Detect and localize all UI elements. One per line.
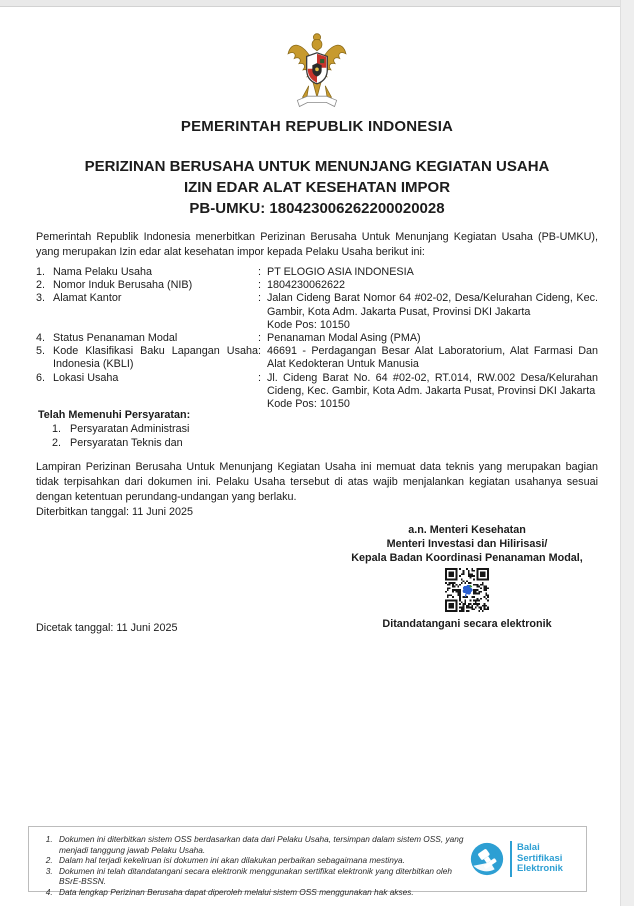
fields-list — [36, 266, 598, 411]
bsre-logo-text — [517, 843, 563, 875]
footer-notes — [29, 827, 470, 897]
doc-title-number: PB-UMKU: 180423006262200020028 — [189, 200, 445, 217]
field-label: Alamat Kantor — [53, 292, 122, 305]
government-title: PEMERINTAH REPUBLIK INDONESIA — [180, 118, 454, 135]
scan-edge-top — [0, 0, 634, 7]
field-number: 4. — [36, 332, 46, 345]
field-number: 2. — [36, 279, 46, 292]
signature-note: Ditandatangani secara elektronik — [382, 618, 552, 630]
field-label: Nama Pelaku Usaha — [53, 266, 153, 278]
issued-date: Diterbitkan tanggal: 11 Juni 2025 — [36, 506, 194, 518]
field-value — [267, 345, 598, 371]
field-colon: : — [258, 332, 261, 345]
closing-paragraph: Lampiran Perizinan Berusaha Untuk Menunjang Kegiatan Usaha ini memuat data teknis yang merupakan bagian tidak terpisahkan dari dokumen ini. Pelaku Usaha tersebut di atas wajib menjalankan kegiatan usahanya sesuai dengan ketentuan perundang-undangan yang berlaku. — [36, 461, 598, 503]
field-value-text: Jl. Cideng Barat No. 64 #02-02, RT.014, RW.002 Desa/Kelurahan Cideng, Kec. Gambir, Kota Adm. Jakarta Pusat, Provinsi DKI Jakarta — [267, 371, 598, 397]
doc-title-line1: PERIZINAN BERUSAHA UNTUK MENUNJANG KEGIATAN USAHA — [84, 158, 550, 175]
doc-title-line2: IZIN EDAR ALAT KESEHATAN IMPOR — [183, 179, 451, 196]
bsre-text-line2: Sertifikasi — [517, 852, 563, 864]
field-label: Kode Klasifikasi Baku Lapangan Usaha Indonesia (KBLI) — [53, 345, 258, 371]
field-postal-line: Kode Pos: 10150 — [267, 398, 350, 411]
field-postal-line: Kode Pos: 10150 — [267, 318, 350, 331]
field-colon: : — [258, 371, 261, 384]
signature-authority-line1: Menteri Investasi dan Hilirisasi/ — [386, 538, 548, 550]
field-value — [267, 279, 598, 292]
scan-edge-right — [620, 0, 634, 906]
field-row — [36, 372, 598, 412]
intro-paragraph: Pemerintah Republik Indonesia menerbitkan Perizinan Berusaha Untuk Menunjang Kegiatan Usaha (PB-UMKU), yang merupakan Izin edar alat kesehatan impor kepada Pelaku Usaha berikut ini: — [36, 231, 598, 258]
footer-note-item: 2. Dalam hal terjadi kekeliruan isi dokumen ini akan dilakukan perbaikan sebagaimana mestinya. — [55, 855, 466, 866]
field-row — [36, 292, 598, 332]
requirement-item: 1. Persyaratan Administrasi — [52, 423, 190, 436]
requirement-item: 2. Persyaratan Teknis dan — [52, 437, 183, 450]
field-label: Nomor Induk Berusaha (NIB) — [53, 279, 193, 292]
field-colon: : — [258, 345, 261, 358]
field-value-text: 1804230062622 — [267, 279, 346, 292]
field-row — [36, 266, 598, 279]
document-title-block — [0, 156, 634, 219]
field-number: 5. — [36, 345, 46, 358]
field-number: 1. — [36, 266, 46, 278]
field-value-text: 46691 - Perdagangan Besar Alat Laboratorium, Alat Farmasi Dan Alat Kedokteran Untuk Manusia — [267, 345, 598, 371]
footer-notes-list — [35, 834, 466, 898]
bsre-stamp-icon — [470, 842, 504, 876]
requirements-list — [38, 422, 438, 450]
field-value — [267, 332, 598, 345]
footer-note-item: 4. Data lengkap Perizinan Berusaha dapat diperoleh melalui sistem OSS menggunakan hak akses. — [55, 887, 466, 898]
field-number: 3. — [36, 292, 46, 305]
requirements-heading: Telah Memenuhi Persyaratan: — [38, 409, 191, 421]
field-row — [36, 345, 598, 371]
field-value — [267, 372, 598, 412]
qr-signature-icon — [445, 568, 489, 612]
field-row — [36, 332, 598, 345]
bsre-logo-divider — [510, 841, 512, 877]
field-label: Status Penanaman Modal — [53, 332, 178, 345]
signature-on-behalf: a.n. Menteri Kesehatan — [408, 524, 526, 536]
field-label: Lokasi Usaha — [53, 371, 119, 384]
footer-note-item: 1. Dokumen ini diterbitkan sistem OSS berdasarkan data dari Pelaku Usaha, tersimpan dalam sistem OSS, yang menjadi tanggung jawab Pelaku Usaha. — [55, 834, 466, 855]
bsre-text-line1: Balai — [517, 842, 540, 854]
field-value — [267, 292, 598, 332]
field-row — [36, 279, 598, 292]
field-colon: : — [258, 266, 261, 278]
signature-block — [300, 523, 634, 631]
field-value — [267, 266, 598, 279]
printed-date: Dicetak tanggal: 11 Juni 2025 — [36, 622, 178, 634]
requirements-section — [38, 408, 438, 451]
field-value-text: PT ELOGIO ASIA INDONESIA — [267, 266, 414, 278]
field-value-text: Penanaman Modal Asing (PMA) — [267, 332, 421, 345]
footer-note-item: 3. Dokumen ini telah ditandatangani secara elektronik menggunakan sertifikat elektronik yang diterbitkan oleh BSrE-BSSN. — [55, 866, 466, 887]
footer-notes-box — [28, 826, 587, 897]
bsre-logo — [470, 827, 586, 891]
field-number: 6. — [36, 371, 46, 384]
field-value-text: Jalan Cideng Barat Nomor 64 #02-02, Desa/Kelurahan Cideng, Kec. Gambir, Kota Adm. Jakarta Pusat, Provinsi DKI Jakarta — [267, 292, 598, 318]
bsre-text-line3: Elektronik — [517, 863, 563, 875]
signature-authority-line2: Kepala Badan Koordinasi Penanaman Modal, — [351, 552, 583, 564]
field-colon: : — [258, 292, 261, 305]
pancasila-shield — [307, 53, 328, 84]
field-colon: : — [258, 279, 261, 292]
garuda-pancasila-emblem — [286, 28, 348, 112]
